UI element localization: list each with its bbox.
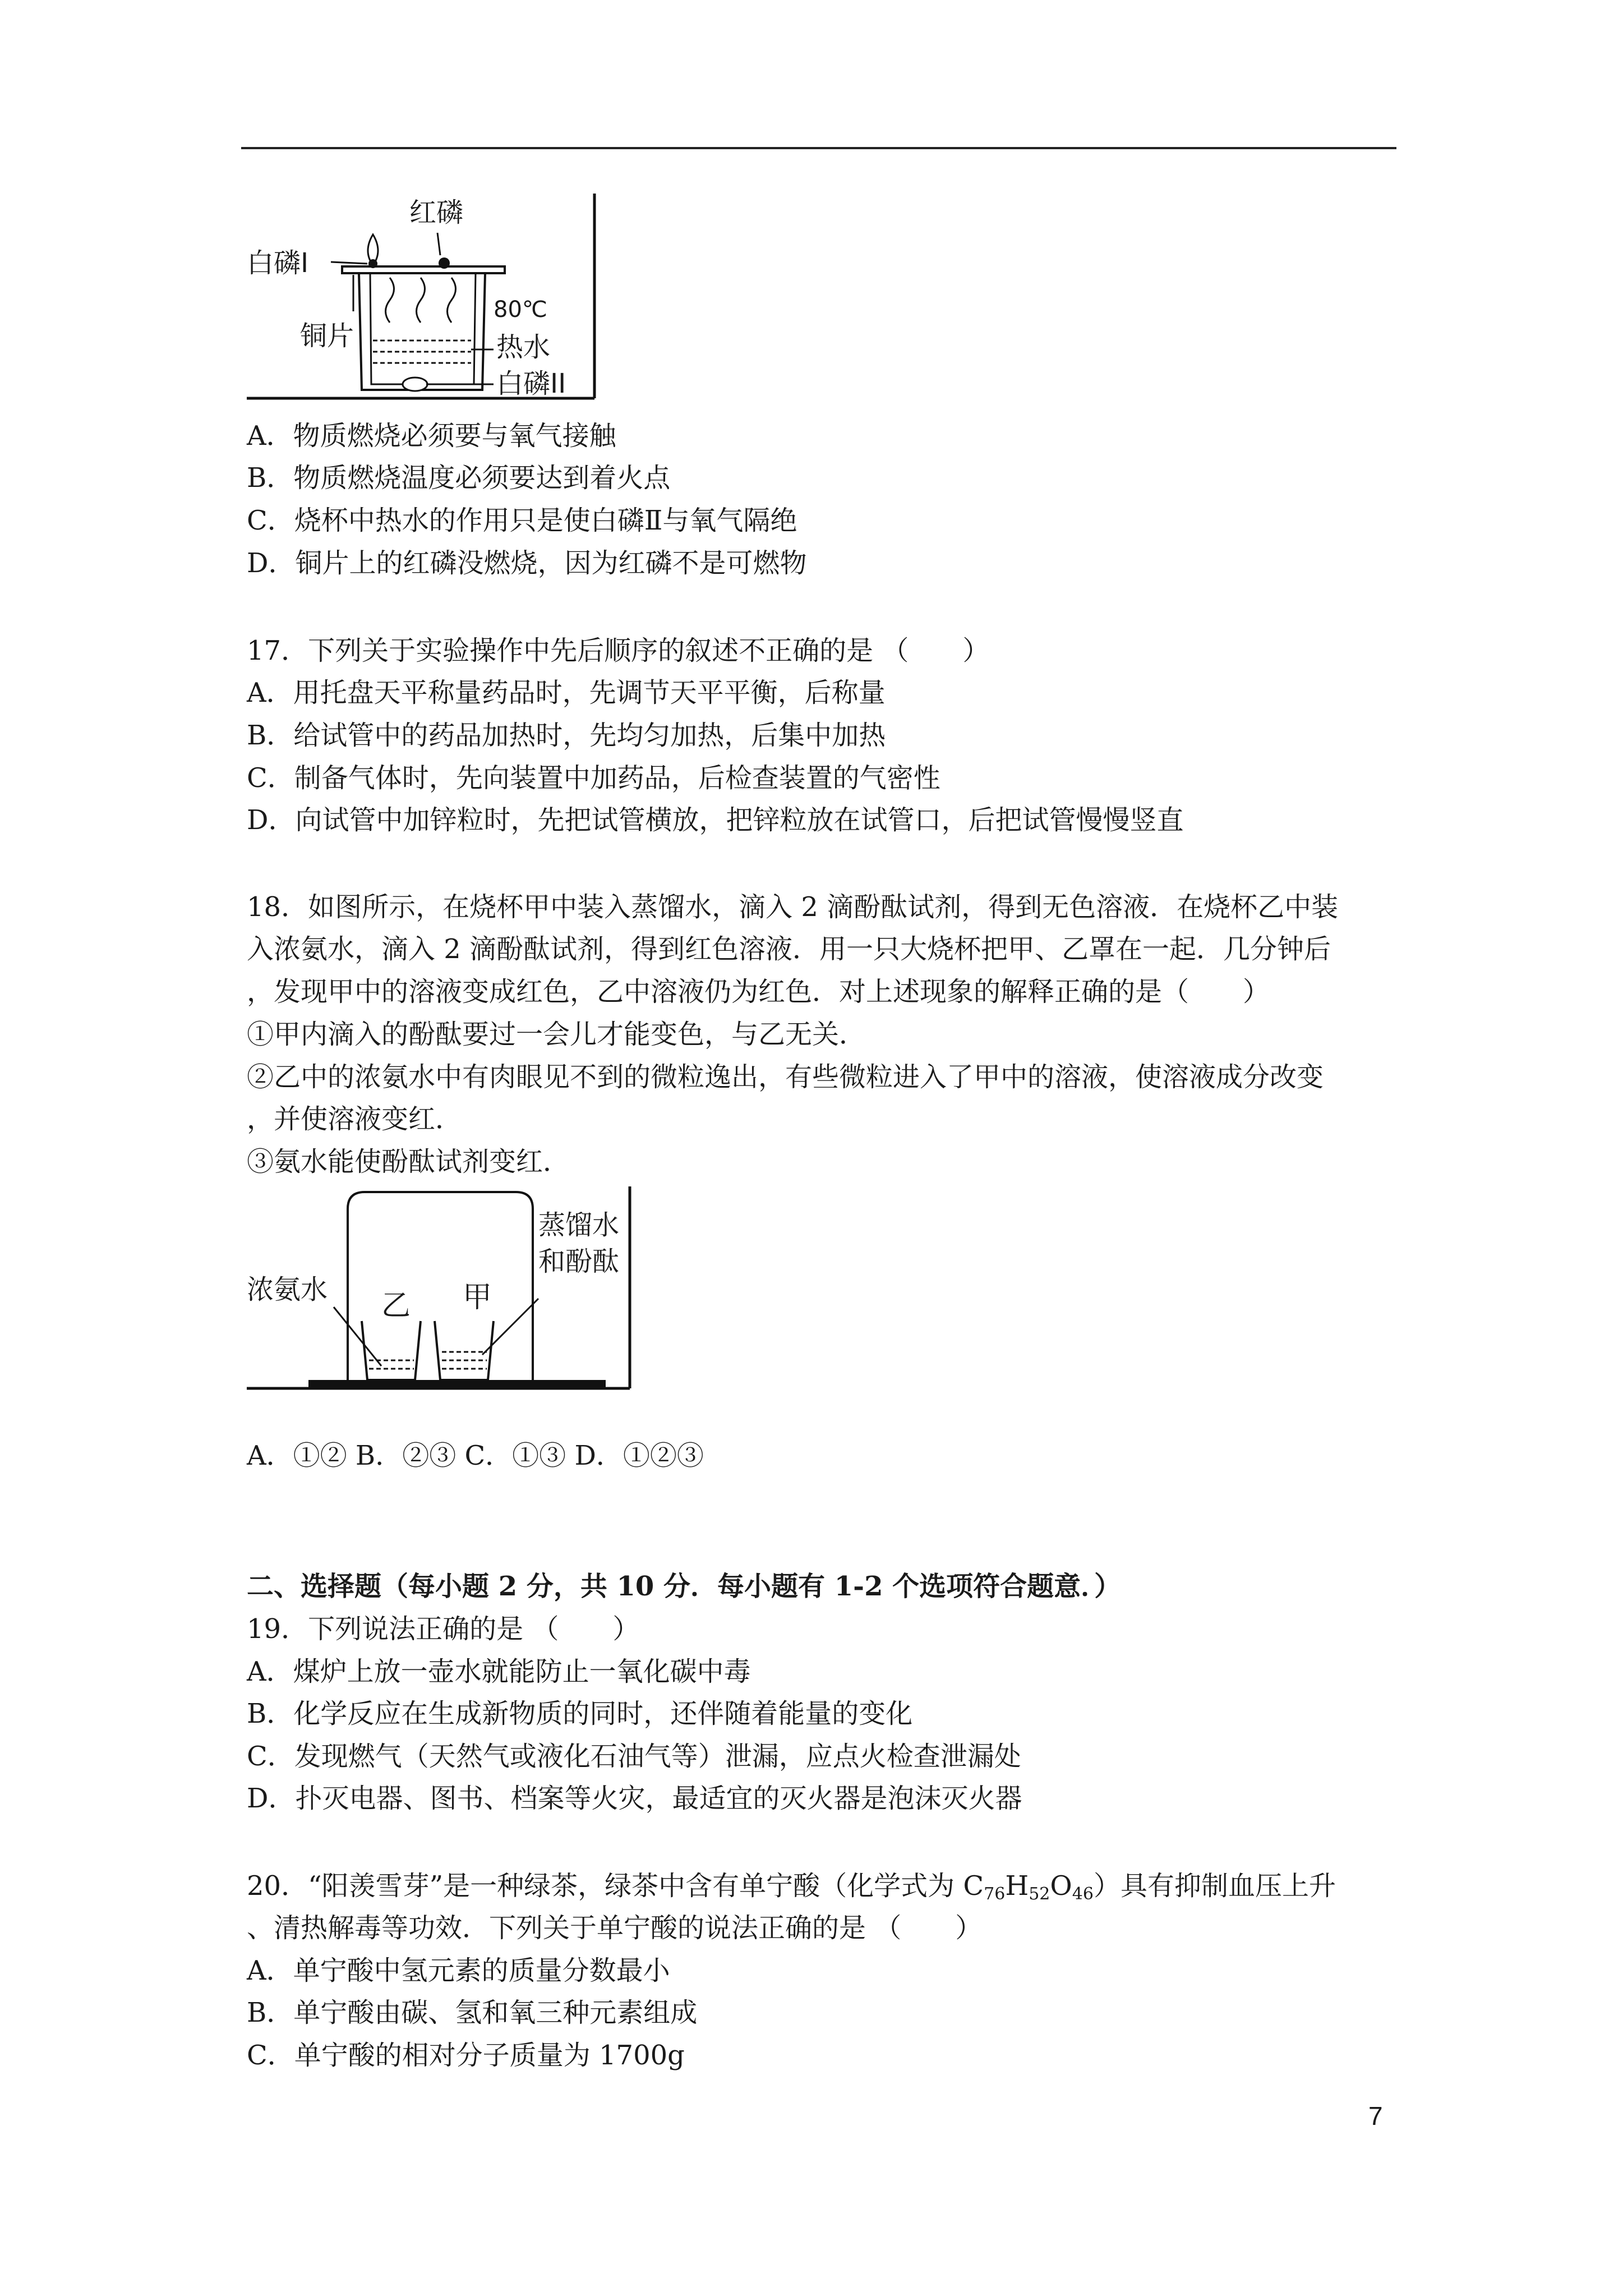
phenolphthalein-label: 和酚酞 [538, 1246, 620, 1277]
distilled-water-label: 蒸馏水 [538, 1209, 620, 1241]
hydrogen-symbol: H [1005, 1870, 1029, 1902]
q20-option-b: B．单宁酸由碳、氢和氧三种元素组成 [247, 1997, 698, 2028]
oxygen-subscript: 46 [1072, 1884, 1094, 1904]
q19-option-b: B．化学反应在生成新物质的同时，还伴随着能量的变化 [247, 1698, 913, 1729]
q18-stem-line: ，发现甲中的溶液变成红色，乙中溶液仍为红色．对上述现象的解释正确的是（ ） [247, 976, 1270, 1007]
section-heading: 二、选择题（每小题 2 分，共 10 分．每小题有 1-2 个选项符合题意．） [247, 1571, 1122, 1602]
q18-statement-2: ②乙中的浓氨水中有肉眼见不到的微粒逸出，有些微粒进入了甲中的溶液，使溶液成分改变 [247, 1061, 1324, 1093]
q16-option-a: A．物质燃烧必须要与氧气接触 [247, 420, 616, 452]
carbon-subscript: 76 [984, 1884, 1006, 1904]
q17-option-c: C．制备气体时，先向装置中加药品，后检查装置的气密性 [247, 762, 940, 794]
q20-stem-line2: 、清热解毒等功效．下列关于单宁酸的说法正确的是 （ ） [247, 1912, 983, 1944]
q17-option-d: D．向试管中加锌粒时，先把试管横放，把锌粒放在试管口，后把试管慢慢竖直 [247, 804, 1184, 836]
q17-option-a: A．用托盘天平称量药品时，先调节天平平衡，后称量 [247, 677, 886, 708]
ammonia-label: 浓氨水 [247, 1274, 328, 1305]
q17-stem: 17．下列关于实验操作中先后顺序的叙述不正确的是 （ ） [247, 635, 990, 666]
q18-statement-1: ①甲内滴入的酚酞要过一会儿才能变色，与乙无关． [247, 1019, 866, 1050]
q19-stem: 19．下列说法正确的是 （ ） [247, 1613, 640, 1645]
q16-option-c: C．烧杯中热水的作用只是使白磷Ⅱ与氧气隔绝 [247, 505, 797, 536]
q20-option-a: A．单宁酸中氢元素的质量分数最小 [247, 1955, 670, 1986]
hydrogen-subscript: 52 [1029, 1884, 1050, 1904]
combustion-apparatus-figure [247, 194, 606, 407]
q20-stem-start: 20．“阳羡雪芽”是一种绿茶，绿茶中含有单宁酸（化学式为 C [247, 1870, 984, 1902]
q16-option-b: B．物质燃烧温度必须要达到着火点 [247, 462, 671, 494]
temperature-label: 80℃ [494, 297, 547, 323]
q18-options: A．①② B．②③ C．①③ D．①②③ [247, 1440, 704, 1471]
white-phosphorus-1-label: 白磷I [247, 247, 309, 279]
q19-option-d: D．扑灭电器、图书、档案等火灾，最适宜的灭火器是泡沫灭火器 [247, 1783, 1022, 1814]
beaker-yi-label: 乙 [381, 1289, 411, 1323]
header-rule [241, 147, 1396, 149]
q18-stem-line: 18．如图所示，在烧杯甲中装入蒸馏水，滴入 2 滴酚酞试剂，得到无色溶液．在烧杯乙中装 [247, 891, 1339, 923]
hot-water-label: 热水 [496, 332, 551, 363]
q16-option-d: D．铜片上的红磷没燃烧，因为红磷不是可燃物 [247, 547, 807, 579]
q20-stem-end: ）具有抑制血压上升 [1093, 1870, 1336, 1902]
beaker-jia-label: 甲 [463, 1281, 492, 1314]
q19-option-a: A．煤炉上放一壶水就能防止一氧化碳中毒 [247, 1656, 751, 1687]
q18-statement-2-cont: ，并使溶液变红． [247, 1103, 463, 1135]
copper-plate-label: 铜片 [300, 320, 354, 352]
q17-option-b: B．给试管中的药品加热时，先均匀加热，后集中加热 [247, 720, 886, 751]
white-phosphorus-2-label: 白磷II [496, 368, 566, 399]
red-phosphorus-label: 红磷 [409, 197, 464, 228]
oxygen-symbol: O [1050, 1870, 1072, 1902]
q20-option-c: C．单宁酸的相对分子质量为 1700g [247, 2040, 685, 2071]
page-number: 7 [1368, 2101, 1383, 2131]
q20-stem [247, 1868, 1336, 1912]
q18-stem-line: 入浓氨水，滴入 2 滴酚酞试剂，得到红色溶液．用一只大烧杯把甲、乙罩在一起．几分钟后 [247, 933, 1331, 965]
ammonia-diffusion-figure [247, 1186, 639, 1397]
q19-option-c: C．发现燃气（天然气或液化石油气等）泄漏，应点火检查泄漏处 [247, 1741, 1021, 1772]
q18-statement-3: ③氨水能使酚酞试剂变红． [247, 1146, 570, 1177]
